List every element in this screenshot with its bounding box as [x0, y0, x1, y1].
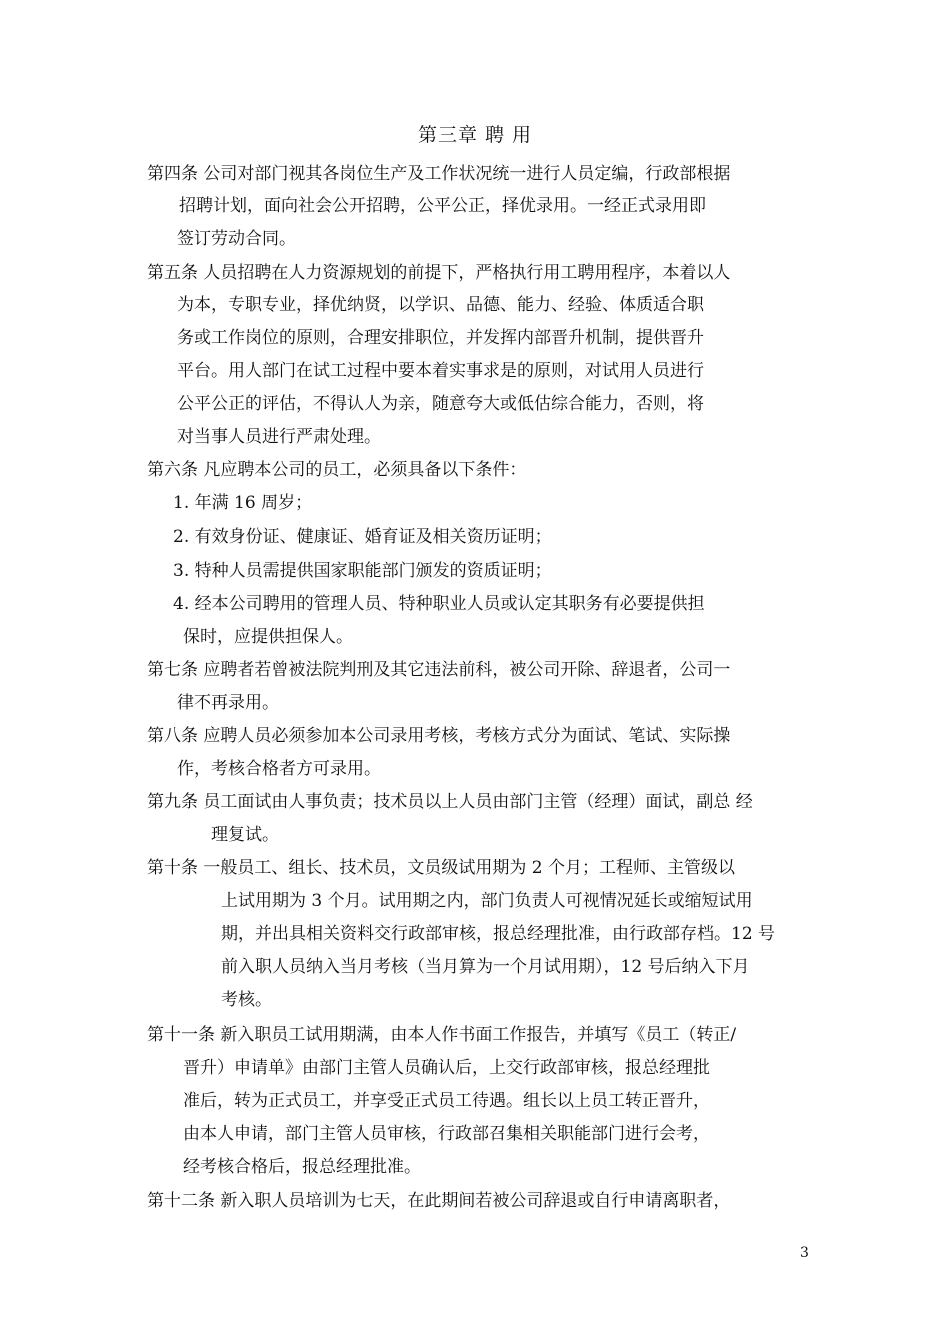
article-5-line-3: 务或工作岗位的原则，合理安排职位，并发挥内部晋升机制，提供晋升 — [177, 328, 704, 348]
article-10-line-5: 考核。 — [221, 990, 272, 1010]
article-4-line-1: 第四条 公司对部门视其各岗位生产及工作状况统一进行人员定编，行政部根据 — [147, 164, 731, 184]
chapter-title: 第三章 聘 用 — [417, 124, 533, 146]
article-5-line-4: 平台。用人部门在试工过程中要本着实事求是的原则，对试用人员进行 — [177, 361, 704, 381]
article-6-item-1: 1. 年满 16 周岁； — [173, 493, 313, 513]
article-5-line-2: 为本，专职专业，择优纳贤，以学识、品德、能力、经验、体质适合职 — [177, 295, 704, 315]
article-6-item-2: 2. 有效身份证、健康证、婚育证及相关资历证明； — [173, 527, 552, 547]
article-11-line-2: 晋升）申请单》由部门主管人员确认后，上交行政部审核，报总经理批 — [183, 1058, 710, 1078]
article-6-line-1: 第六条 凡应聘本公司的员工，必须具备以下条件： — [147, 460, 527, 480]
article-8-line-2: 作，考核合格者方可录用。 — [177, 759, 381, 779]
article-10-line-1: 第十条 一般员工、组长、技术员，文员级试用期为 2 个月；工程师、主管级以 — [147, 858, 736, 878]
article-11-line-5: 经考核合格后，报总经理批准。 — [183, 1157, 421, 1177]
article-10-line-2: 上试用期为 3 个月。试用期之内，部门负责人可视情况延长或缩短试用 — [221, 891, 753, 911]
article-12-line-1: 第十二条 新入职人员培训为七天，在此期间若被公司辞退或自行申请离职者， — [147, 1191, 731, 1211]
article-11-line-1: 第十一条 新入职员工试用期满，由本人作书面工作报告，并填写《员工（转正/ — [147, 1025, 737, 1045]
article-9-line-2: 理复试。 — [211, 825, 279, 845]
article-8-line-1: 第八条 应聘人员必须参加本公司录用考核，考核方式分为面试、笔试、实际操 — [147, 726, 731, 746]
article-11-line-4: 由本人申请，部门主管人员审核，行政部召集相关职能部门进行会考， — [183, 1124, 710, 1144]
article-5-line-1: 第五条 人员招聘在人力资源规划的前提下，严格执行用工聘用程序，本着以人 — [147, 263, 731, 283]
article-7-line-1: 第七条 应聘者若曾被法院判刑及其它违法前科，被公司开除、辞退者，公司一 — [147, 660, 731, 680]
page-number: 3 — [800, 1245, 809, 1261]
article-6-item-3: 3. 特种人员需提供国家职能部门颁发的资质证明； — [173, 561, 552, 581]
article-11-line-3: 准后，转为正式员工，并享受正式员工待遇。组长以上员工转正晋升， — [183, 1091, 710, 1111]
article-10-line-4: 前入职人员纳入当月考核（当月算为一个月试用期），12 号后纳入下月 — [221, 957, 750, 977]
article-7-line-2: 律不再录用。 — [177, 693, 279, 713]
article-4-line-3: 签订劳动合同。 — [177, 229, 296, 249]
article-9-line-1: 第九条 员工面试由人事负责；技术员以上人员由部门主管（经理）面试，副总 经 — [147, 792, 753, 812]
article-10-line-3: 期，并出具相关资料交行政部审核，报总经理批准，由行政部存档。12 号 — [221, 924, 776, 944]
article-6-item-4-cont: 保时，应提供担保人。 — [183, 627, 353, 647]
article-5-line-6: 对当事人员进行严肃处理。 — [177, 427, 381, 447]
article-5-line-5: 公平公正的评估，不得认人为亲，随意夸大或低估综合能力，否则，将 — [177, 394, 704, 414]
article-4-line-2: 招聘计划，面向社会公开招聘，公平公正，择优录用。一经正式录用即 — [179, 196, 706, 216]
article-6-item-4: 4. 经本公司聘用的管理人员、特种职业人员或认定其职务有必要提供担 — [173, 594, 705, 614]
